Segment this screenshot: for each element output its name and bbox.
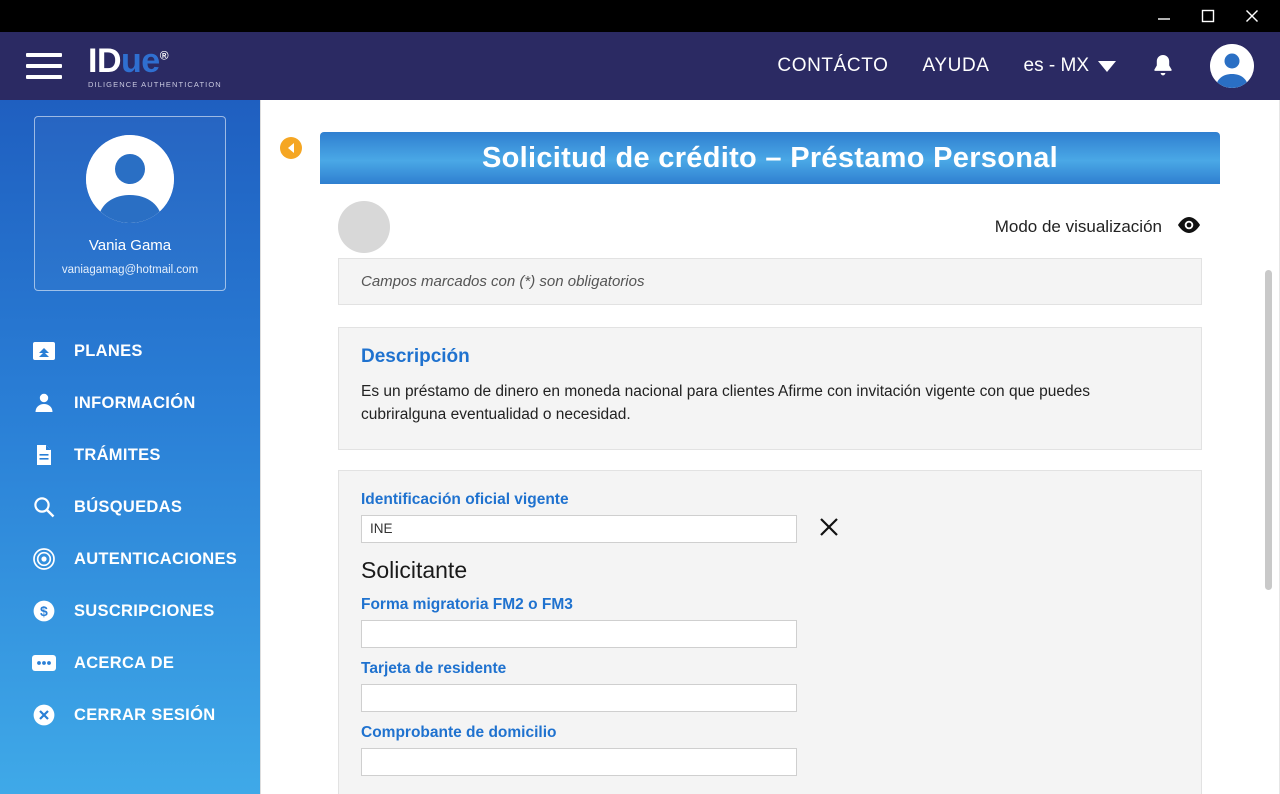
view-mode-toggle[interactable] bbox=[995, 216, 1202, 239]
field-label: Tarjeta de residente bbox=[361, 659, 507, 677]
field-label: Forma migratoria FM2 o FM3 bbox=[361, 595, 573, 613]
profile-name: Vania Gama bbox=[88, 237, 172, 254]
logo-text-part1: ID bbox=[88, 41, 121, 80]
view-mode-row bbox=[338, 196, 1202, 258]
form-card bbox=[320, 132, 1220, 794]
app-body bbox=[0, 100, 1280, 794]
dollar-icon bbox=[30, 599, 58, 623]
plans-icon bbox=[30, 339, 58, 363]
header-actions bbox=[777, 44, 1280, 88]
content-divider bbox=[260, 100, 261, 794]
description-title: Descripción bbox=[361, 346, 470, 367]
sidebar bbox=[0, 100, 260, 794]
sidebar-item-label: BÚSQUEDAS bbox=[74, 497, 183, 516]
field-proof-of-address bbox=[361, 724, 1179, 776]
info-dots-icon bbox=[30, 651, 58, 675]
field-label: Comprobante de domicilio bbox=[361, 723, 557, 741]
avatar[interactable] bbox=[1210, 44, 1254, 88]
sidebar-item-suscripciones[interactable] bbox=[0, 585, 260, 637]
sidebar-item-label: CERRAR SESIÓN bbox=[74, 705, 216, 724]
app-logo bbox=[88, 41, 222, 89]
documents-section bbox=[338, 470, 1202, 794]
document-thumbnail bbox=[338, 201, 390, 253]
official-id-input[interactable] bbox=[361, 515, 797, 543]
required-fields-note: Campos marcados con (*) son obligatorios bbox=[338, 258, 1202, 305]
help-link[interactable]: AYUDA bbox=[922, 55, 990, 76]
sidebar-item-label: AUTENTICACIONES bbox=[74, 549, 238, 568]
sidebar-item-acerca-de[interactable] bbox=[0, 637, 260, 689]
language-label: es - MX bbox=[1023, 55, 1089, 76]
official-id-row bbox=[361, 515, 1179, 543]
document-icon bbox=[30, 443, 58, 467]
sidebar-item-informacion[interactable] bbox=[0, 377, 260, 429]
minimize-button[interactable] bbox=[1142, 0, 1186, 32]
vertical-scrollbar[interactable] bbox=[1265, 270, 1272, 590]
logout-icon bbox=[30, 703, 58, 727]
maximize-button[interactable] bbox=[1186, 0, 1230, 32]
fingerprint-icon bbox=[30, 547, 58, 571]
sidebar-item-busquedas[interactable] bbox=[0, 481, 260, 533]
app-header bbox=[0, 32, 1280, 100]
proof-of-address-input[interactable] bbox=[361, 748, 797, 776]
description-section bbox=[338, 327, 1202, 450]
sidebar-item-autenticaciones[interactable] bbox=[0, 533, 260, 585]
contact-link[interactable]: CONTÁCTO bbox=[777, 55, 889, 76]
collapse-left-icon[interactable] bbox=[280, 137, 302, 159]
logo-text bbox=[88, 41, 222, 80]
close-button[interactable] bbox=[1230, 0, 1274, 32]
logo-text-part2: ue bbox=[121, 41, 160, 80]
sidebar-item-label: INFORMACIÓN bbox=[74, 393, 196, 412]
chevron-down-icon bbox=[1098, 61, 1116, 72]
sidebar-item-label: PLANES bbox=[74, 341, 143, 360]
hamburger-icon[interactable] bbox=[26, 53, 62, 79]
profile-card[interactable] bbox=[34, 116, 226, 291]
sidebar-item-tramites[interactable] bbox=[0, 429, 260, 481]
migratory-form-input[interactable] bbox=[361, 620, 797, 648]
field-resident-card bbox=[361, 660, 1179, 712]
main-content bbox=[260, 100, 1280, 794]
official-id-label: Identificación oficial vigente bbox=[361, 490, 569, 508]
eye-icon[interactable] bbox=[1176, 216, 1202, 239]
view-mode-label: Modo de visualización bbox=[994, 217, 1162, 236]
sidebar-item-label: SUSCRIPCIONES bbox=[74, 601, 215, 620]
sidebar-item-label: ACERCA DE bbox=[74, 653, 175, 672]
sidebar-item-planes[interactable] bbox=[0, 325, 260, 377]
resident-card-input[interactable] bbox=[361, 684, 797, 712]
window-titlebar bbox=[0, 0, 1280, 32]
card-body bbox=[320, 184, 1220, 794]
applicant-heading: Solicitante bbox=[361, 556, 468, 583]
clear-x-icon[interactable] bbox=[819, 517, 839, 541]
person-icon bbox=[30, 391, 58, 415]
sidebar-nav bbox=[0, 325, 260, 741]
sidebar-item-cerrar-sesion[interactable] bbox=[0, 689, 260, 741]
logo-subtitle: DILIGENCE AUTHENTICATION bbox=[88, 79, 222, 89]
sidebar-item-label: TRÁMITES bbox=[74, 445, 161, 464]
page-title: Solicitud de crédito – Préstamo Personal bbox=[320, 132, 1220, 184]
bell-icon[interactable] bbox=[1150, 52, 1176, 80]
user-avatar-icon bbox=[86, 135, 174, 223]
description-text: Es un préstamo de dinero en moneda nacional para clientes Afirme con invitación vigente con que puedes cubriralguna eventualidad o necesidad. bbox=[361, 383, 1090, 424]
field-migratory-form bbox=[361, 596, 1179, 648]
svg-text:$: $ bbox=[39, 603, 49, 619]
language-selector[interactable] bbox=[1024, 55, 1116, 77]
profile-email: vaniagamag@hotmail.com bbox=[61, 264, 199, 276]
search-icon bbox=[30, 495, 58, 519]
logo-registered-mark: ® bbox=[159, 48, 169, 63]
